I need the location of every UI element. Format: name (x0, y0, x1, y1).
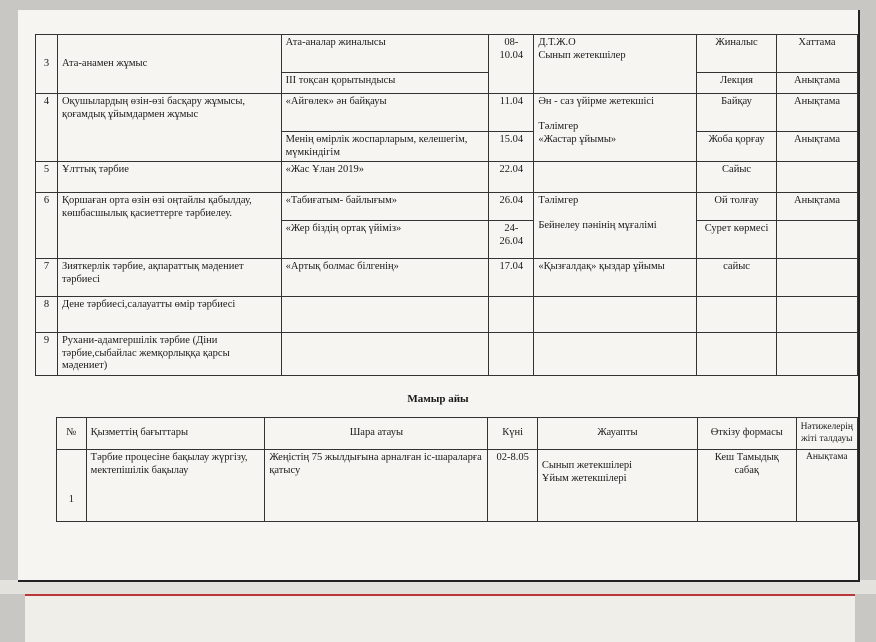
result-cell: Анықтама (777, 94, 858, 132)
header-event: Шара атауы (265, 418, 488, 450)
date-cell (489, 333, 534, 376)
date-cell: 11.04 (489, 94, 534, 132)
responsible-cell (534, 162, 697, 193)
page-edge (0, 580, 876, 594)
table-row (36, 94, 858, 132)
responsible-cell: «Қызғалдақ» қыздар ұйымы (534, 259, 697, 297)
table-row (36, 333, 858, 376)
form-cell: Лекция (697, 73, 777, 94)
row-number: 4 (36, 94, 58, 162)
result-cell (777, 221, 858, 259)
header-responsible: Жауапты (537, 418, 697, 450)
header-direction: Қызметтің бағыттары (86, 418, 265, 450)
result-cell: Анықтама (777, 73, 858, 94)
event-cell: Ата-аналар жиналысы (281, 35, 489, 73)
may-plan-table (56, 417, 858, 522)
result-cell: Анықтама (777, 193, 858, 221)
form-cell: Ой толғау (697, 193, 777, 221)
direction-cell: Ұлттық тәрбие (57, 162, 281, 193)
event-cell: «Артық болмас білгенің» (281, 259, 489, 297)
table-row (36, 162, 858, 193)
event-cell (281, 297, 489, 333)
form-cell: Кеш Тамыдық сабақ (697, 450, 796, 522)
event-cell: «Жер біздің ортақ үйіміз» (281, 221, 489, 259)
date-cell: 15.04 (489, 132, 534, 162)
result-cell (777, 259, 858, 297)
row-number: 3 (36, 35, 58, 94)
direction-cell: Оқушылардың өзін-өзі басқару жұмысы, қоғамдық ұйымдармен жұмыс (57, 94, 281, 162)
direction-cell: Ата-анамен жұмыс (57, 35, 281, 94)
form-cell: Сайыс (697, 162, 777, 193)
direction-cell: Тәрбие процесіне бақылау жүргізу, мектепішілік бақылау (86, 450, 265, 522)
responsible-cell: Сынып жетекшілері Ұйым жетекшілері (537, 450, 697, 522)
result-cell: Анықтама (796, 450, 857, 522)
date-cell: 24-26.04 (489, 221, 534, 259)
table-row (36, 35, 858, 73)
row-number: 1 (57, 450, 87, 522)
form-cell: Сурет көрмесі (697, 221, 777, 259)
event-cell (281, 333, 489, 376)
row-number: 5 (36, 162, 58, 193)
result-cell: Анықтама (777, 132, 858, 162)
event-cell: ІІІ тоқсан қорытындысы (281, 73, 489, 94)
responsible-cell: Тәлімгер Бейнелеу пәнінің мұғалімі (534, 193, 697, 259)
direction-cell: Зияткерлік тәрбие, ақпараттық мәдениет тәрбиесі (57, 259, 281, 297)
result-cell (777, 333, 858, 376)
responsible-cell (534, 297, 697, 333)
header-form: Өткізу формасы (697, 418, 796, 450)
row-number: 9 (36, 333, 58, 376)
april-plan-table (35, 34, 858, 376)
event-cell: «Табиғатым- байлығым» (281, 193, 489, 221)
form-cell: Жоба қорғау (697, 132, 777, 162)
form-cell: сайыс (697, 259, 777, 297)
responsible-cell: Д.Т.Ж.О Сынып жетекшілер (534, 35, 697, 94)
row-number: 7 (36, 259, 58, 297)
event-cell: Жеңістің 75 жылдығына арналған іс-шараларға қатысу (265, 450, 488, 522)
result-cell (777, 297, 858, 333)
form-cell: Жиналыс (697, 35, 777, 73)
table-row (57, 450, 858, 522)
result-cell (777, 162, 858, 193)
table-row (36, 259, 858, 297)
table-header-row (57, 418, 858, 450)
underlying-page (25, 594, 855, 642)
table-row (36, 297, 858, 333)
date-cell (489, 297, 534, 333)
row-number: 6 (36, 193, 58, 259)
responsible-cell (534, 333, 697, 376)
result-cell: Хаттама (777, 35, 858, 73)
form-cell (697, 297, 777, 333)
row-number: 8 (36, 297, 58, 333)
direction-cell: Рухани-адамгершілік тәрбие (Діни тәрбие,сыбайлас жемқорлыққа қарсы мәдениет) (57, 333, 281, 376)
event-cell: Менің өмірлік жоспарларым, келешегім, мүмкіндігім (281, 132, 489, 162)
header-result: Нәтижелерің жіті талдауы (796, 418, 857, 450)
direction-cell: Қоршаған орта өзін өзі оңтайлы қабылдау, көшбасшылық қасиеттерге тәрбиелеу. (57, 193, 281, 259)
form-cell: Байқау (697, 94, 777, 132)
table-row (36, 193, 858, 221)
header-num: № (57, 418, 87, 450)
responsible-cell: Ән - саз үйірме жетекшісі Тәлімгер «Жастар ұйымы» (534, 94, 697, 162)
event-cell: «Айгөлек» ән байқауы (281, 94, 489, 132)
date-cell: 26.04 (489, 193, 534, 221)
date-cell: 02-8.05 (488, 450, 537, 522)
date-cell: 17.04 (489, 259, 534, 297)
section-title: Мамыр айы (407, 393, 469, 405)
form-cell (697, 333, 777, 376)
date-cell: 22.04 (489, 162, 534, 193)
event-cell: «Жас Ұлан 2019» (281, 162, 489, 193)
date-cell: 08-10.04 (489, 35, 534, 94)
header-date: Күні (488, 418, 537, 450)
direction-cell: Дене тәрбиесі,салауатты өмір тәрбиесі (57, 297, 281, 333)
